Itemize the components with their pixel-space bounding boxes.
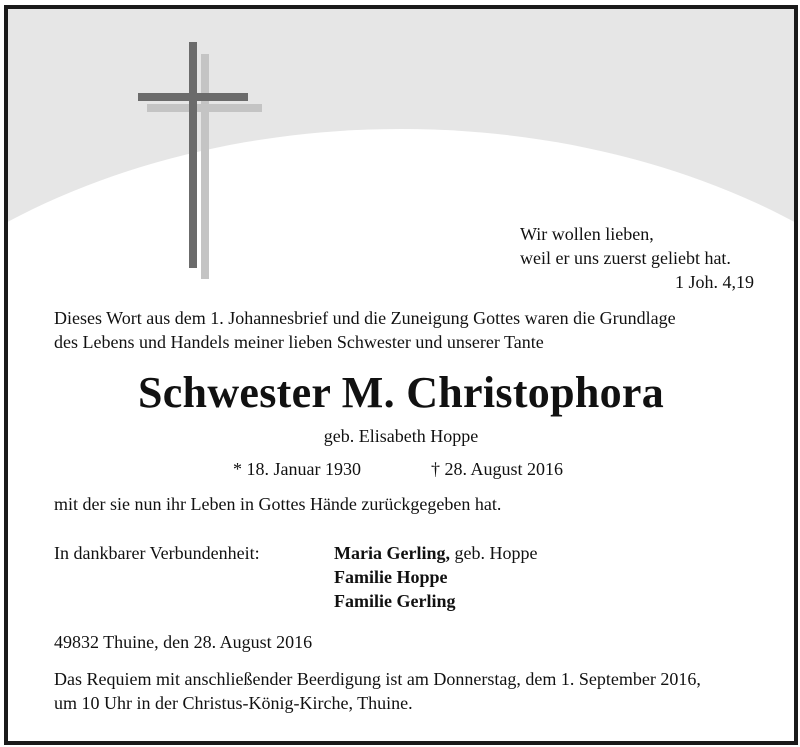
funeral-line-1: Das Requiem mit anschließender Beerdigung ist am Donnerstag, dem 1. September 2016, — [54, 669, 701, 689]
birth-name: geb. Elisabeth Hoppe — [323, 426, 479, 446]
birth-date: * 18. Januar 1930 — [233, 459, 361, 479]
mourner-line-3: Familie Gerling — [334, 591, 456, 611]
funeral-line-2: um 10 Uhr in der Christus-König-Kirche, Thuine. — [54, 693, 413, 713]
quote-line-2: weil er uns zuerst geliebt hat. — [520, 248, 731, 268]
intro-line-2: des Lebens und Handels meiner lieben Schwester und unserer Tante — [54, 332, 544, 352]
obituary-card — [4, 5, 798, 745]
mourners-label: In dankbarer Verbundenheit: — [54, 543, 260, 563]
quote-reference: 1 Joh. 4,19 — [674, 272, 754, 292]
deceased-name: Schwester M. Christophora — [137, 368, 665, 417]
place-date: 49832 Thuine, den 28. August 2016 — [54, 632, 313, 652]
mourner-line-1 — [334, 541, 537, 565]
mourner-line-2: Familie Hoppe — [334, 567, 448, 587]
closing-text: mit der sie nun ihr Leben in Gottes Hände zurückgegeben hat. — [54, 494, 502, 514]
death-date: † 28. August 2016 — [431, 459, 564, 479]
mourner-first-name: Maria Gerling, — [334, 543, 450, 563]
intro-line-1: Dieses Wort aus dem 1. Johannesbrief und die Zuneigung Gottes waren die Grundlage — [54, 308, 676, 328]
quote-line-1: Wir wollen lieben, — [520, 224, 654, 244]
mourner-first-suffix: geb. Hoppe — [449, 543, 538, 563]
